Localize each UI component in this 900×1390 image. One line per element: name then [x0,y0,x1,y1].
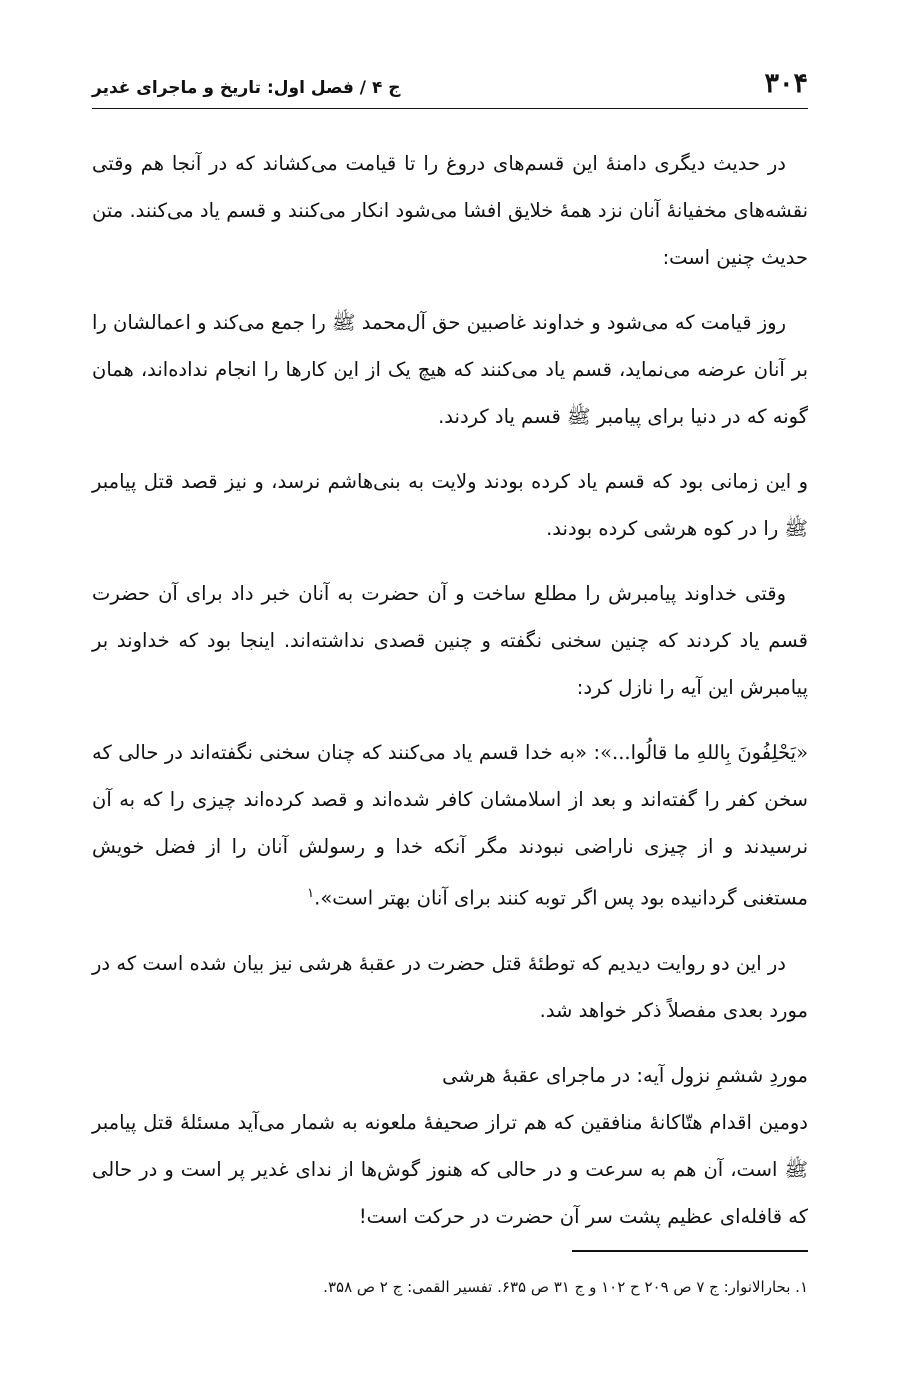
footnote-marker: ۱ [307,886,315,901]
footnote: ۱. بحارالانوار: ج ۷ ص ۲۰۹ ح ۱۰۲ و ج ۳۱ ص ۶۳۵. تفسیر القمی: ج ۲ ص ۳۵۸. [323,1278,808,1296]
running-head: ج ۴ / فصل اول: تاریخ و ماجرای غدیر [92,78,401,98]
verse-translation: : «به خدا قسم یاد می‌کنند که چنان سخنی نگفته‌اند در حالی که سخن کفر را گفته‌اند و بعد از اسلامشان کافر شده‌اند و قصد کرده‌اند چیزی را که به آن نرسیدند و از چیزی ناراضی نبودند مگر آنکه خدا و رسولش آنان را از فضل خویش مستغنی گردانیده بود پس اگر توبه کنند برای آنان بهتر است». [92,741,808,910]
section-subheading: موردِ ششمِ نزول آیه: در ماجرای عقبهٔ هرشی [442,1063,808,1087]
body-text [92,140,808,1240]
paragraph-6: در این دو روایت دیدیم که توطئهٔ قتل حضرت در عقبهٔ هرشی نیز بیان شده است که در مورد بعدی مفصلاً ذکر خواهد شد. [92,951,808,1022]
paragraph-4: وقتی خداوند پیامبرش را مطلع ساخت و آن حضرت به آنان خبر داد برای آن حضرت قسم یاد کردند که چنین سخنی نگفته و چنین قصدی نداشته‌اند. اینجا بود که خداوند بر پیامبرش این آیه را نازل کرد: [92,582,808,699]
paragraph-5 [92,729,808,922]
paragraph-7: دومین اقدام هتّاکانهٔ منافقین که هم تراز صحیفهٔ ملعونه به شمار می‌آید مسئلهٔ قتل پیامبر ﷺ است، آن هم به سرعت و در حالی که هنوز گوش‌ها از ندای غدیر پر است و در حالی که قافله‌ای عظیم پشت سر آن حضرت در حرکت است! [92,1110,808,1228]
paragraph-2: روز قیامت که می‌شود و خداوند غاصبین حق آل‌محمد ﷺ را جمع می‌کند و اعمالشان را بر آنان عرضه می‌نماید، قسم یاد می‌کنند که هیچ یک از این کارها را انجام نداده‌اند، همان گونه که در دنیا برای پیامبر ﷺ قسم یاد کردند. [92,311,808,428]
page-header [92,62,808,109]
page-number: ۳۰۴ [764,68,808,99]
quran-verse: «یَحْلِفُونَ بِاللهِ ما قالُوا...» [600,741,808,764]
footnote-divider [572,1250,808,1252]
paragraph-3: و این زمانی بود که قسم یاد کرده بودند ولایت به بنی‌هاشم نرسد، و نیز قصد قتل پیامبر ﷺ را در کوه هرشی کرده بودند. [92,470,808,540]
paragraph-1: در حدیث دیگری دامنهٔ این قسم‌های دروغ را تا قیامت می‌کشاند که در آنجا هم وقتی نقشه‌های مخفیانهٔ آنان نزد همهٔ خلایق افشا می‌شود انکار می‌کنند و قسم یاد می‌کنند. متن حدیث چنین است: [92,152,808,269]
